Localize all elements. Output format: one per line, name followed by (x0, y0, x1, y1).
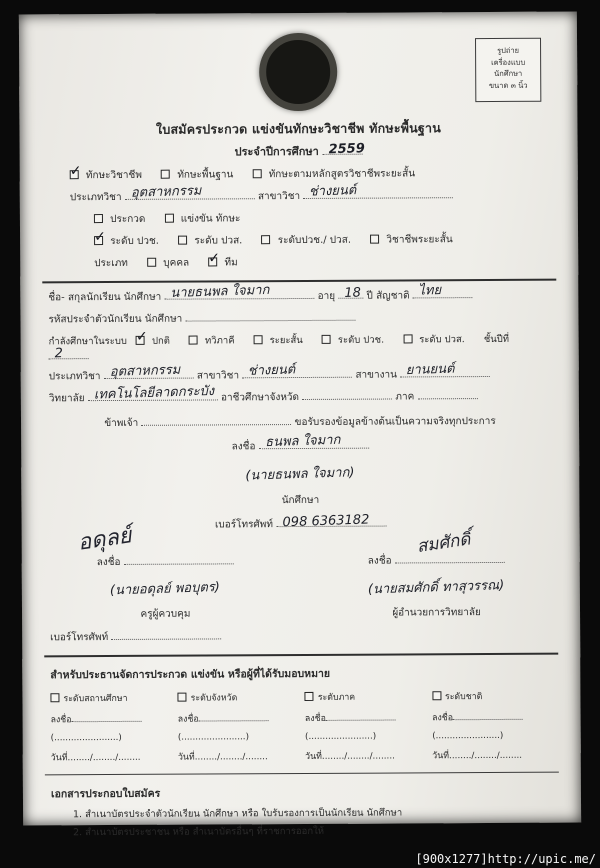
major-field[interactable] (303, 183, 453, 200)
photo-box-line: ขนาด ๓ นิ้ว (488, 80, 528, 90)
document-item: 1. สำเนาบัตรประจำตัวนักเรียน นักศึกษา หรือ ใบรับรองการเป็นนักเรียน นักศึกษา (85, 805, 553, 822)
approval-name-line: (.......................) (177, 732, 250, 743)
college-handwriting: เทคโนโลยีลาดกระบัง (93, 383, 215, 403)
checkbox-label: ประกวด (110, 213, 146, 225)
student-phone-field[interactable] (276, 512, 386, 531)
signature-columns (50, 523, 553, 646)
year-handwriting: 2559 (328, 141, 366, 158)
checkbox-system-cert[interactable] (322, 335, 331, 344)
college-label: วิทยาลัย (48, 393, 85, 405)
date-label: วันที่ (432, 751, 450, 762)
checkbox-contest[interactable] (94, 214, 103, 223)
approval-name-line: (.......................) (50, 732, 122, 744)
teacher-signature-scribble: อดุลย์ (76, 523, 134, 556)
checkbox-system-dual[interactable] (189, 336, 198, 345)
region-label: ภาค (395, 391, 415, 403)
date-field[interactable]: ......../......../........ (194, 752, 268, 763)
category-label: ประเภทวิชา (69, 191, 122, 204)
year-label: ประจำปีการศึกษา (234, 144, 319, 159)
teacher-signature-block (50, 523, 281, 645)
sign-label: ลงชื่อ (177, 714, 199, 725)
program-handwriting: ยานยนต์ (405, 361, 456, 379)
checkbox-skill-vocational[interactable] (70, 170, 79, 179)
nationality-handwriting: ไทย (418, 282, 442, 299)
approval-name-line: (.......................) (432, 730, 504, 742)
sign-label: ลงชื่อ (96, 556, 121, 569)
student-id-field[interactable] (185, 311, 355, 322)
sign-label: ลงชื่อ (50, 715, 72, 726)
checkbox-label: ทีม (224, 257, 238, 269)
student-name-label: ชื่อ- สกุลนักเรียน นักศึกษา (48, 291, 162, 304)
checkbox-label: ระดับภาค (317, 692, 356, 703)
class-year-handwriting: 2 (54, 346, 64, 362)
approval-columns (50, 689, 552, 765)
age-suffix: ปี (366, 290, 373, 302)
category-field[interactable] (125, 183, 255, 201)
category-handwriting: อุตสาหกรรม (130, 183, 202, 201)
teacher-name-paren-handwriting: (นายอดุลย์ พอบุตร) (110, 579, 221, 599)
checkbox-system-normal[interactable] (136, 336, 145, 345)
checkbox-label: ระดับ ปวช. (337, 334, 385, 346)
checkbox-level-national[interactable] (432, 691, 441, 700)
checkbox-level-diploma[interactable] (178, 236, 187, 245)
class-year-field[interactable] (49, 346, 89, 362)
photo-box-line: รูปถ่าย (497, 45, 520, 55)
major-label: สาขาวิชา (257, 190, 301, 203)
major-field[interactable] (242, 362, 352, 379)
sign-label: ลงชื่อ (367, 555, 392, 567)
student-signature: ธนพล ใจมาก (264, 432, 341, 451)
category-row (48, 183, 550, 206)
checkbox-label: ระดับปวช./ ปวส. (277, 234, 352, 247)
major-handwriting: ช่างยนต์ (309, 183, 357, 200)
study-system-label: กำลังศึกษาในระบบ (48, 335, 127, 348)
academic-year-line (48, 141, 550, 162)
checkbox-label: ระดับ ปวส. (194, 235, 243, 247)
sign-label: ลงชื่อ (432, 713, 454, 724)
program-field[interactable] (400, 361, 490, 379)
province-field[interactable] (302, 390, 392, 400)
checkbox-level-school[interactable] (50, 693, 59, 702)
class-year-label: ชั้นปีที่ (483, 333, 510, 346)
documents-list (85, 805, 553, 840)
province-label: อาชีวศึกษาจังหวัด (220, 392, 300, 404)
student-name-handwriting: นายธนพล ใจมาก (170, 282, 270, 301)
checkbox-competition[interactable] (165, 214, 174, 223)
document-item: 2. สำเนาบัตรประชาชน หรือ สำเนาบัตรอื่นๆ ที่ราชการออกให้ (85, 823, 553, 840)
sign-label: ลงชื่อ (231, 441, 256, 453)
section-divider (42, 279, 556, 284)
year-field[interactable] (323, 141, 366, 158)
category-field[interactable] (104, 362, 194, 380)
director-signature-scribble: สมศักดิ์ (415, 529, 472, 558)
study-system-row (49, 332, 551, 363)
date-label: วันที่ (305, 751, 322, 762)
director-name-paren-handwriting: (นายสมศักดิ์ ทาสุวรรณ) (368, 578, 505, 598)
certify-name-field[interactable] (141, 415, 291, 426)
checkbox-label: วิชาชีพระยะสั้น (386, 234, 453, 246)
approval-sign-field[interactable] (453, 710, 523, 720)
student-role-label: นักศึกษา (281, 494, 320, 507)
director-role-label: ผู้อำนวยการวิทยาลัย (392, 607, 481, 619)
checkbox-individual[interactable] (147, 258, 156, 267)
checkbox-label: ทักษะตามหลักสูตรวิชาชีพระยะสั้น (268, 168, 416, 181)
major-handwriting: ช่างยนต์ (248, 362, 296, 379)
section-divider (44, 653, 558, 658)
entry-type-label: ประเภท (94, 257, 128, 270)
program-label: สาขางาน (355, 369, 397, 381)
approval-sign-field[interactable] (199, 711, 269, 721)
checkbox-label: บุคคล (163, 257, 190, 269)
checkbox-label: ทักษะพื้นฐาน (177, 169, 234, 181)
level-row (48, 232, 550, 250)
date-field[interactable]: ......../......../........ (321, 751, 395, 762)
student-id-label: รหัสประจำตัวนักเรียน นักศึกษา (48, 313, 183, 326)
student-name-row (48, 282, 550, 306)
skill-type-row (48, 166, 550, 184)
checkbox-team[interactable] (208, 257, 217, 266)
checkbox-label: ทวิภาคี (204, 335, 235, 347)
checkbox-system-diploma[interactable] (403, 334, 412, 343)
form-title: ใบสมัครประกวด แข่งขันทักษะวิชาชีพ ทักษะพื้นฐาน (155, 120, 442, 137)
nationality-label: สัญชาติ (376, 290, 410, 302)
checkbox-label: ปกติ (151, 335, 170, 347)
photo-box (475, 38, 541, 102)
study-category-row (48, 361, 551, 385)
photo-box-line: เครื่องแบบ (491, 57, 526, 67)
category-handwriting: อุตสาหกรรม (109, 362, 181, 380)
director-signature-field[interactable] (395, 553, 505, 564)
phone-label: เบอร์โทรศัพท์ (50, 632, 109, 644)
student-phone-handwriting: 098 6363182 (281, 512, 370, 531)
approval-col-school (50, 691, 171, 765)
certify-prefix: ข้าพเจ้า (104, 417, 139, 430)
major-label: สาขาวิชา (196, 370, 240, 382)
approval-section-title: สำหรับประธานจัดการประกวด แข่งขัน หรือผู้ที่ได้รับมอบหมาย (50, 667, 331, 682)
checkbox-label: ทักษะวิชาชีพ (85, 169, 142, 182)
college-field[interactable] (88, 383, 218, 403)
approval-col-province (178, 690, 299, 764)
checkbox-label: ระดับชาติ (444, 692, 483, 703)
age-field[interactable] (338, 285, 363, 301)
teacher-phone-field[interactable] (111, 629, 221, 640)
checkbox-label: ระดับสถานศึกษา (63, 693, 128, 705)
checkbox-label: ระดับ ปวส. (419, 334, 465, 346)
approval-name-line: (.......................) (304, 731, 377, 742)
checkbox-label: ระดับจังหวัด (190, 693, 238, 704)
region-field[interactable] (417, 389, 477, 399)
checkbox-level-cert[interactable] (94, 236, 103, 245)
student-signature-field[interactable] (259, 432, 369, 451)
photo-box-line: นักศึกษา (494, 69, 523, 79)
student-name-paren-handwriting: (นายธนพล ใจมาก) (245, 465, 356, 484)
hosting-watermark: [900x1277]http://upic.me/ (415, 852, 596, 866)
age-handwriting: 18 (344, 285, 362, 301)
category-label: ประเภทวิชา (48, 371, 101, 383)
entry-type-row (48, 254, 550, 272)
certification-block (49, 414, 552, 534)
date-label: วันที่ (177, 752, 195, 763)
approval-sign-field[interactable] (326, 711, 396, 721)
director-signature-block (321, 529, 552, 644)
certify-statement: ขอรับรองข้อมูลข้างต้นเป็นความจริงทุกประการ (294, 415, 496, 429)
student-id-row (48, 310, 550, 328)
teacher-role-label: ครูผู้ควบคุม (140, 608, 191, 620)
checkbox-skill-basic[interactable] (161, 170, 170, 179)
date-label: วันที่ (50, 753, 68, 764)
checkbox-level-province[interactable] (178, 693, 187, 702)
teacher-signature-field[interactable] (124, 554, 234, 565)
application-form-page (19, 12, 581, 839)
college-row (48, 383, 551, 407)
sign-label: ลงชื่อ (304, 713, 326, 724)
checkbox-system-short[interactable] (254, 335, 263, 344)
checkbox-label: แข่งขัน ทักษะ (180, 213, 241, 225)
checkbox-label: ระดับ ปวช. (110, 235, 159, 247)
section-divider (45, 772, 559, 776)
documents-title: เอกสารประกอบใบสมัคร (50, 787, 161, 801)
approval-col-region (305, 689, 426, 763)
nationality-field[interactable] (413, 282, 473, 299)
age-label: อายุ (317, 290, 336, 302)
date-field[interactable]: ......../......../........ (449, 750, 523, 762)
checkbox-level-both[interactable] (262, 235, 271, 244)
student-name-field[interactable] (164, 282, 314, 301)
phone-label: เบอร์โทรศัพท์ (214, 519, 273, 531)
checkbox-level-region[interactable] (305, 692, 314, 701)
college-seal (259, 33, 337, 111)
approval-sign-field[interactable] (71, 712, 141, 722)
event-type-row (48, 210, 550, 228)
checkbox-label: ระยะสั้น (269, 334, 303, 347)
checkbox-skill-shortcourse[interactable] (252, 169, 261, 178)
approval-col-national (432, 689, 553, 763)
date-field[interactable]: ......../......../........ (67, 752, 141, 764)
checkbox-level-short[interactable] (370, 235, 379, 244)
